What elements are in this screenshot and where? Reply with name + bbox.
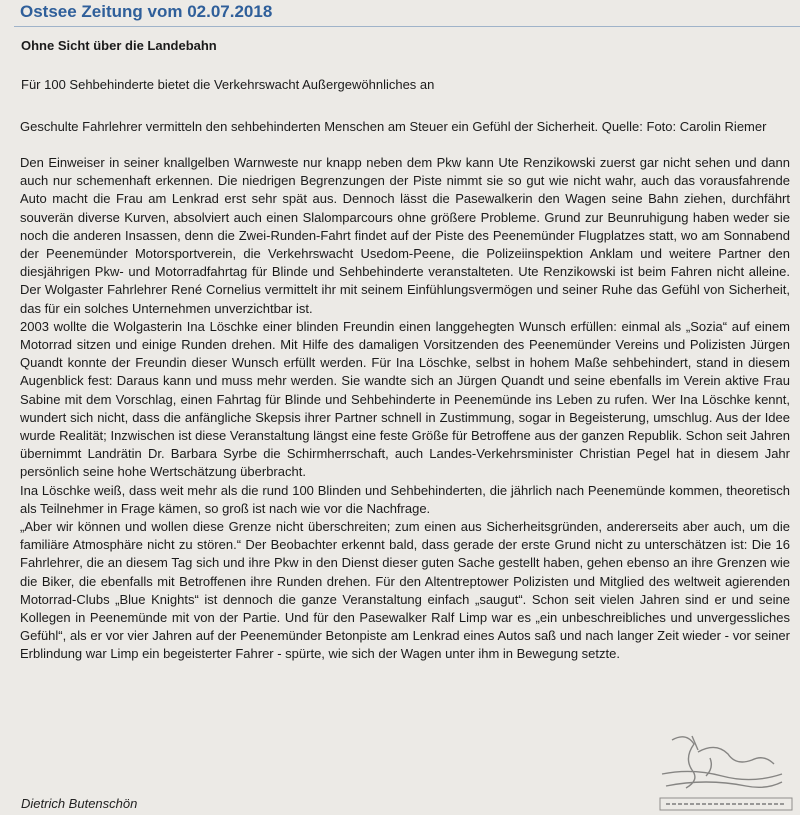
scribble-stamp-icon <box>652 728 798 814</box>
title-divider <box>14 26 800 27</box>
article-author: Dietrich Butenschön <box>21 796 138 811</box>
article-subheadline: Für 100 Sehbehinderte bietet die Verkehrswacht Außergewöhnliches an <box>21 77 435 92</box>
paragraph: Den Einweiser in seiner knallgelben Warnweste nur knapp neben dem Pkw kann Ute Renzikowski zuerst gar nicht sehen und dann auch nur schemenhaft erkennen. Die niedrigen Begrenzungen der Piste nimmt sie so gut wie nicht wahr, auch das vorausfahrende Auto macht die Frau am Lenkrad erst sehr spät aus. Dennoch lässt die Pasewalkerin den Wagen seine Bahn ziehen, durchfährt souverän diverse Kurven, absolviert auch einen Slalomparcours ohne größere Probleme. Grund zur Beunruhigung haben weder sie noch die anderen Insassen, denn die Zwei-Runden-Fahrt findet auf der Piste des Peenemünder Flugplatzes statt, wo am Sonnabend der Peenemünder Motorsportverein, die Verkehrswacht Usedom-Peene, die Polizeiinspektion Anklam und weitere Partner den diesjährigen Pkw- und Motorradfahrtag für Blinde und Sehbehinderte veranstalteten. Ute Renzikowski ist beim Fahren nicht alleine. Der Wolgaster Fahrlehrer René Cornelius vermittelt ihr mit seinem Einfühlungsvermögen und seiner Ruhe das Gefühl von Sicherheit, das für ein solches Unternehmen unverzichtbar ist. <box>20 155 790 316</box>
article-body <box>20 154 790 664</box>
newspaper-title: Ostsee Zeitung vom 02.07.2018 <box>20 2 273 21</box>
paragraph: Ina Löschke weiß, dass weit mehr als die rund 100 Blinden und Sehbehinderten, die jährlich nach Peenemünde kommen, theoretisch als Teilnehmer in Frage kämen, so groß ist nach wie vor die Nachfrage. <box>20 482 790 516</box>
paragraph: „Aber wir können und wollen diese Grenze nicht überschreiten; zum einen aus Sicherheitsgründen, andererseits aber auch, um die familiäre Atmosphäre nicht zu stören.“ Der Beobachter erkennt bald, dass gerade der erste Grund nicht zu unterschätzen ist: Die 16 Fahrlehrer, die an diesem Tag sich und ihre Pkw in den Dienst dieser guten Sache gestellt haben, gehen ebenso an ihre Grenzen wie die Biker, die ebenfalls mit Betroffenen ihre Runden drehen. Für den Altentreptower Polizisten und Mitglied des weltweit agierenden Motorrad-Clubs „Blue Knights“ ist dennoch die ganze Veranstaltung einfach „saugut“. Schon seit vielen Jahren sind er und seine Kollegen in Peenemünde mit von der Partie. Und für den Pasewalker Ralf Limp war es „ein unbeschreibliches und unvergessliches Gefühl“, als er vor vier Jahren auf der Peenemünder Betonpiste am Lenkrad eines Autos saß und nach langer Zeit wieder - vor seiner Erblindung war Limp ein begeisterter Fahrer - spürte, wie sich der Wagen unter ihm in Bewegung setzte. <box>20 519 790 662</box>
photo-caption: Geschulte Fahrlehrer vermitteln den sehbehinderten Menschen am Steuer ein Gefühl der Sicherheit. Quelle: Foto: Carolin Riemer <box>20 119 767 134</box>
paragraph: 2003 wollte die Wolgasterin Ina Löschke einer blinden Freundin einen langgehegten Wunsch erfüllen: einmal als „Sozia“ auf einem Motorrad sitzen und einige Runden drehen. Mit Hilfe des damaligen Vorsitzenden des Peenemünder Vereins und Polizisten Jürgen Quandt konnte der Freundin dieser Wunsch erfüllt werden. Für Ina Löschke, selbst in hohem Maße sehbehindert, stand in diesem Augenblick fest: Daraus kann und muss mehr werden. Sie wandte sich an Jürgen Quandt und seine ebenfalls im Verein aktive Frau Sabine mit dem Vorschlag, einen Fahrtag für Blinde und Sehbehinderte in Peenemünde ins Leben zu rufen. Wer Ina Löschke kennt, wundert sich nicht, dass die anfängliche Skepsis ihrer Partner schnell in Zustimmung, sogar in Begeisterung, umschlug. Aus der Idee wurde Realität; Inzwischen ist diese Veranstaltung längst eine feste Größe für Betroffene aus der ganzen Republik. Schon seit Jahren übernimmt Landrätin Dr. Barbara Syrbe die Schirmherrschaft, auch Landes-Verkehrsminister Christian Pegel hat in diesem Jahr persönlich seine hohe Wertschätzung überbracht. <box>20 318 790 480</box>
article-headline: Ohne Sicht über die Landebahn <box>21 38 217 53</box>
